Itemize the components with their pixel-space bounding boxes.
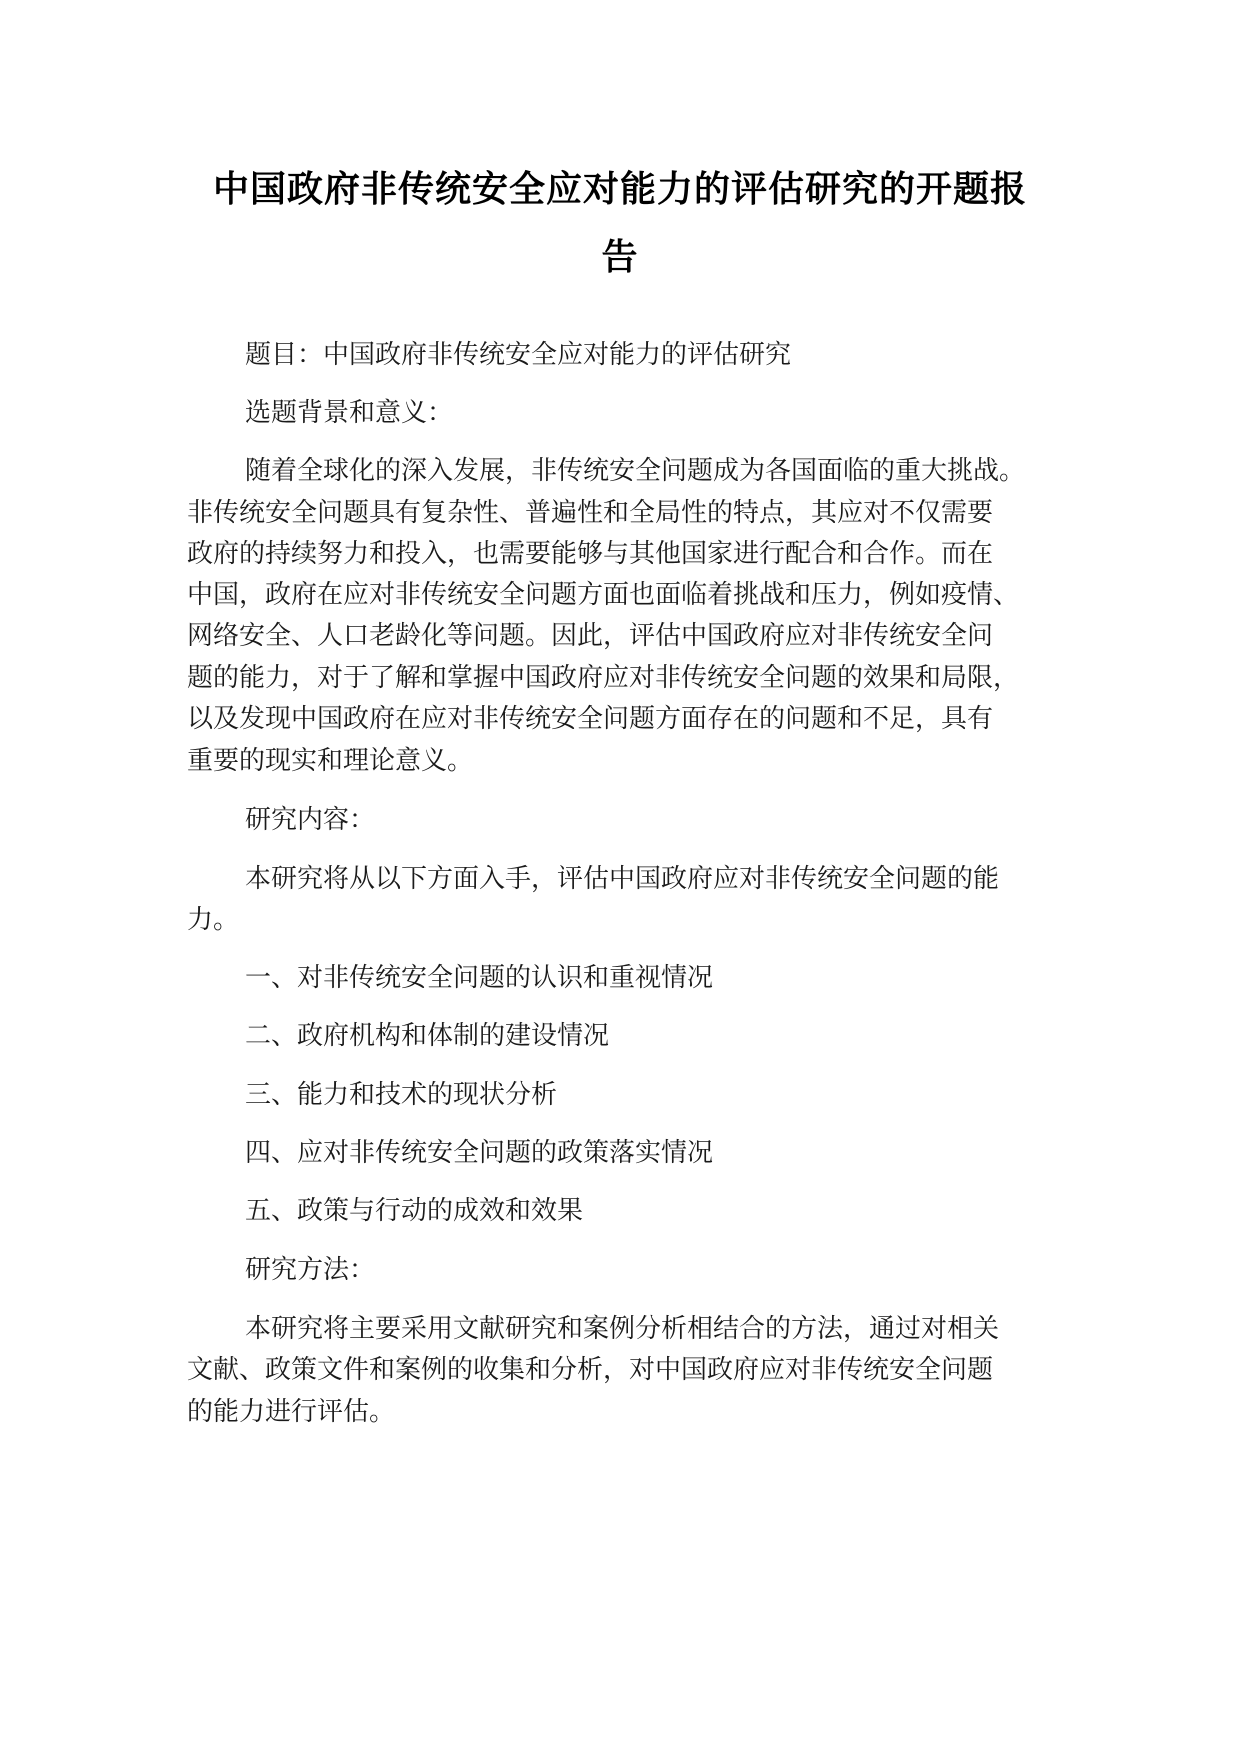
background-paragraph-line: 重要的现实和理论意义。 — [187, 746, 474, 776]
background-paragraph-line: 随着全球化的深入发展，非传统安全问题成为各国面临的重大挑战。 — [245, 456, 1026, 486]
document-title-line-2: 告 — [601, 237, 639, 278]
content-list-item: 一、对非传统安全问题的认识和重视情况 — [245, 963, 714, 993]
document-title-line-1: 中国政府非传统安全应对能力的评估研究的开题报 — [212, 169, 1027, 210]
content-paragraph-line: 力。 — [187, 905, 240, 935]
background-paragraph-line: 非传统安全问题具有复杂性、普遍性和全局性的特点，其应对不仅需要 — [187, 498, 994, 528]
content-list-item: 五、政策与行动的成效和效果 — [245, 1196, 584, 1226]
method-paragraph-line: 的能力进行评估。 — [187, 1397, 396, 1427]
content-list-item: 三、能力和技术的现状分析 — [245, 1080, 558, 1110]
section-heading-method: 研究方法： — [245, 1255, 376, 1285]
section-heading-background: 选题背景和意义： — [245, 398, 454, 428]
background-paragraph-line: 题的能力，对于了解和掌握中国政府应对非传统安全问题的效果和局限， — [187, 663, 1020, 693]
background-paragraph-line: 政府的持续努力和投入，也需要能够与其他国家进行配合和合作。而在 — [187, 539, 994, 569]
background-paragraph-line: 以及发现中国政府在应对非传统安全问题方面存在的问题和不足，具有 — [187, 704, 994, 734]
content-list-item: 四、应对非传统安全问题的政策落实情况 — [245, 1138, 714, 1168]
background-paragraph-line: 网络安全、人口老龄化等问题。因此，评估中国政府应对非传统安全问 — [187, 621, 994, 651]
content-paragraph-line: 本研究将从以下方面入手，评估中国政府应对非传统安全问题的能 — [245, 864, 1000, 894]
method-paragraph-line: 本研究将主要采用文献研究和案例分析相结合的方法，通过对相关 — [245, 1314, 1000, 1344]
content-list-item: 二、政府机构和体制的建设情况 — [245, 1021, 610, 1051]
background-paragraph-line: 中国，政府在应对非传统安全问题方面也面临着挑战和压力，例如疫情、 — [187, 580, 1020, 610]
topic-line: 题目：中国政府非传统安全应对能力的评估研究 — [245, 340, 792, 370]
section-heading-content: 研究内容： — [245, 805, 376, 835]
method-paragraph-line: 文献、政策文件和案例的收集和分析，对中国政府应对非传统安全问题 — [187, 1355, 994, 1385]
